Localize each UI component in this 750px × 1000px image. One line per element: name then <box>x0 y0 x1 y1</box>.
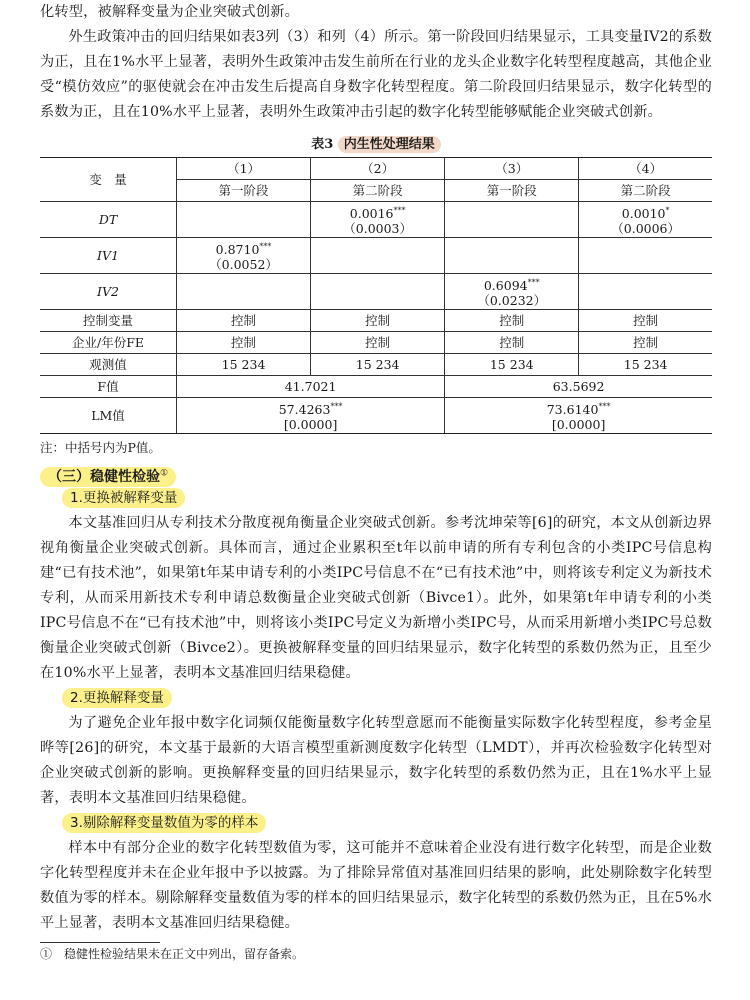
results-table <box>40 157 712 434</box>
table-title-text: 内生性处理结果 <box>338 136 441 153</box>
cell-control-1: 控制 <box>177 310 311 332</box>
stage-3: 第一阶段 <box>445 180 579 202</box>
cell-control-4: 控制 <box>579 310 712 332</box>
stage-1: 第一阶段 <box>177 180 311 202</box>
col-num-2: （2） <box>311 158 445 180</box>
row-label-iv2: IV2 <box>40 274 177 310</box>
col-num-4: （4） <box>579 158 712 180</box>
cell-obs-3: 15 234 <box>445 354 579 376</box>
stage-4: 第二阶段 <box>579 180 712 202</box>
cell <box>579 274 712 310</box>
cell-obs-4: 15 234 <box>579 354 712 376</box>
cell-iv1-1: 0.8710*** （0.0052） <box>177 238 311 274</box>
col-num-1: （1） <box>177 158 311 180</box>
cell-fe-1: 控制 <box>177 332 311 354</box>
cell-iv2-3: 0.6094*** （0.0232） <box>445 274 579 310</box>
cell-f-34: 63.5692 <box>445 376 712 398</box>
cell-dt-2: 0.0016*** （0.0003） <box>311 202 445 238</box>
stage-2: 第二阶段 <box>311 180 445 202</box>
footnote: ① 稳健性检验结果未在正文中列出，留存备索。 <box>40 947 305 961</box>
section-heading: （三）稳健性检验① <box>40 460 712 486</box>
cell <box>177 202 311 238</box>
table-title <box>40 133 712 157</box>
cell-dt-4: 0.0010* （0.0006） <box>579 202 712 238</box>
subheading-3: 3.剔除解释变量数值为零的样本 <box>40 811 712 836</box>
row-label-obs: 观测值 <box>40 354 177 376</box>
cell <box>311 238 445 274</box>
cell-fe-3: 控制 <box>445 332 579 354</box>
cell-lm-12: 57.4263*** [0.0000] <box>177 398 445 434</box>
cell-fe-2: 控制 <box>311 332 445 354</box>
row-label-iv1: IV1 <box>40 238 177 274</box>
page <box>40 0 712 965</box>
row-label-lm: LM值 <box>40 398 177 434</box>
paragraph-3: 样本中有部分企业的数字化转型数值为零，这可能并不意味着企业没有进行数字化转型，而是企业数字化转型程度并未在企业年报中予以披露。为了排除异常值对基准回归结果的影响，此处剔除数字化转型数值为零的样本。剔除解释变量数值为零的样本的回归结果显示，数字化转型的系数仍然为正，且在5%水平上显著，表明本文基准回归结果稳健。 <box>40 840 712 931</box>
row-label-control: 控制变量 <box>40 310 177 332</box>
row-label-fe: 企业/年份FE <box>40 332 177 354</box>
cell-obs-1: 15 234 <box>177 354 311 376</box>
cell <box>445 238 579 274</box>
cell-f-12: 41.7021 <box>177 376 445 398</box>
cell-obs-2: 15 234 <box>311 354 445 376</box>
table-label: 表3 <box>311 137 334 152</box>
row-label-f: F值 <box>40 376 177 398</box>
cell <box>579 238 712 274</box>
paragraph-2: 为了避免企业年报中数字化词频仅能衡量数字化转型意愿而不能衡量实际数字化转型程度，参考金星晔等[26]的研究，本文基于最新的大语言模型重新测度数字化转型（LMDT），并再次检验数字化转型对企业突破式创新的影响。更换解释变量的回归结果显示，数字化转型的系数仍然为正，且在1%水平上显著，表明本文基准回归结果稳健。 <box>40 715 712 806</box>
subheading-1: 1.更换被解释变量 <box>40 486 712 511</box>
cell-control-2: 控制 <box>311 310 445 332</box>
subheading-2: 2.更换解释变量 <box>40 686 712 711</box>
cell <box>445 202 579 238</box>
table-note: 注：中括号内为P值。 <box>40 440 161 455</box>
footnote-marker: ① <box>160 468 169 478</box>
col-num-3: （3） <box>445 158 579 180</box>
intro-line: 化转型，被解释变量为企业突破式创新。 <box>40 4 299 20</box>
cell <box>177 274 311 310</box>
cell-lm-34: 73.6140*** [0.0000] <box>445 398 712 434</box>
intro-paragraph: 外生政策冲击的回归结果如表3列（3）和列（4）所示。第一阶段回归结果显示，工具变量IV2的系数为正，且在1%水平上显著，表明外生政策冲击发生前所在行业的龙头企业数字化转型程度越高，其他企业受“模仿效应”的驱使就会在冲击发生后提高自身数字化转型程度。第二阶段回归结果显示，数字化转型的系数为正，且在10%水平上显著，表明外生政策冲击引起的数字化转型能够赋能企业突破式创新。 <box>40 29 712 120</box>
cell <box>311 274 445 310</box>
var-header: 变 量 <box>40 158 177 202</box>
paragraph-1: 本文基准回归从专利技术分散度视角衡量企业突破式创新。参考沈坤荣等[6]的研究，本文从创新边界视角衡量企业突破式创新。具体而言，通过企业累积至t年以前申请的所有专利包含的小类IPC号信息构建“已有技术池”，如果第t年某申请专利的小类IPC号信息不在“已有技术池”中，则将该专利定义为新技术专利，从而采用新技术专利申请总数衡量企业突破式创新（Bivce1）。此外，如果第t年申请专利的小类IPC号信息不在“已有技术池”中，则将该小类IPC号定义为新增小类IPC号，从而采用新增小类IPC号总数衡量企业突破式创新（Bivce2）。更换被解释变量的回归结果显示，数字化转型的系数仍然为正，且至少在10%水平上显著，表明本文基准回归结果稳健。 <box>40 515 712 681</box>
row-label-dt: DT <box>40 202 177 238</box>
cell-control-3: 控制 <box>445 310 579 332</box>
cell-fe-4: 控制 <box>579 332 712 354</box>
